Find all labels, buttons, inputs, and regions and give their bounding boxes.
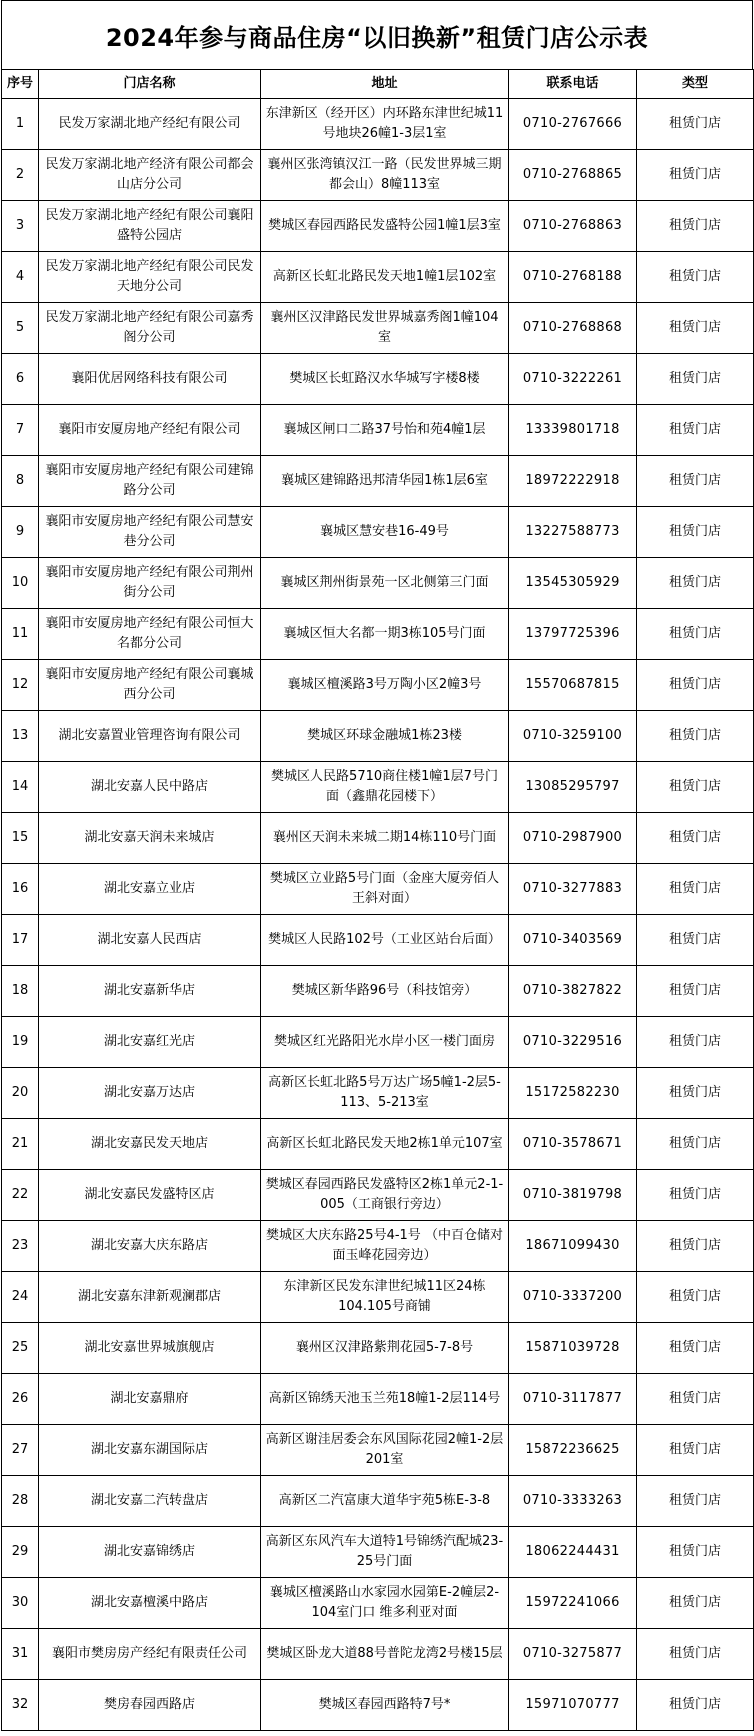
cell-address: 樊城区人民路5710商住楼1幢1层7号门面（鑫鼎花园楼下） [261, 762, 509, 813]
cell-type: 租赁门店 [637, 456, 754, 507]
cell-no: 31 [2, 1629, 39, 1680]
cell-type: 租赁门店 [637, 1374, 754, 1425]
cell-type: 租赁门店 [637, 354, 754, 405]
cell-type: 租赁门店 [637, 405, 754, 456]
cell-store-name: 襄阳市安厦房地产经纪有限公司建锦路分公司 [39, 456, 261, 507]
cell-no: 17 [2, 915, 39, 966]
cell-store-name: 襄阳市安厦房地产经纪有限公司荆州街分公司 [39, 558, 261, 609]
header-no: 序号 [2, 70, 39, 99]
cell-phone: 18062244431 [509, 1527, 637, 1578]
cell-phone: 15172582230 [509, 1068, 637, 1119]
table-row [2, 1527, 754, 1578]
cell-store-name: 襄阳市安厦房地产经纪有限公司襄城西分公司 [39, 660, 261, 711]
table-row [2, 456, 754, 507]
table-header [2, 70, 754, 99]
cell-no: 2 [2, 150, 39, 201]
cell-no: 28 [2, 1476, 39, 1527]
cell-no: 5 [2, 303, 39, 354]
table-row [2, 1578, 754, 1629]
table-row [2, 303, 754, 354]
cell-phone: 0710-3333263 [509, 1476, 637, 1527]
cell-address: 高新区长虹北路民发天地1幢1层102室 [261, 252, 509, 303]
cell-no: 9 [2, 507, 39, 558]
table-row [2, 1272, 754, 1323]
cell-address: 樊城区长虹路汉水华城写字楼8楼 [261, 354, 509, 405]
cell-phone: 0710-2768188 [509, 252, 637, 303]
cell-phone: 0710-3403569 [509, 915, 637, 966]
cell-phone: 0710-3229516 [509, 1017, 637, 1068]
cell-no: 32 [2, 1680, 39, 1731]
cell-address: 樊城区红光路阳光水岸小区一楼门面房 [261, 1017, 509, 1068]
cell-type: 租赁门店 [637, 1119, 754, 1170]
header-address: 地址 [261, 70, 509, 99]
cell-store-name: 湖北安嘉人民西店 [39, 915, 261, 966]
header-type: 类型 [637, 70, 754, 99]
cell-type: 租赁门店 [637, 660, 754, 711]
cell-type: 租赁门店 [637, 558, 754, 609]
cell-store-name: 湖北安嘉世界城旗舰店 [39, 1323, 261, 1374]
cell-address: 襄城区恒大名都一期3栋105号门面 [261, 609, 509, 660]
cell-phone: 13797725396 [509, 609, 637, 660]
cell-phone: 13339801718 [509, 405, 637, 456]
cell-no: 22 [2, 1170, 39, 1221]
cell-type: 租赁门店 [637, 1476, 754, 1527]
cell-store-name: 民发万家湖北地产经纪有限公司襄阳盛特公园店 [39, 201, 261, 252]
cell-no: 30 [2, 1578, 39, 1629]
cell-phone: 0710-3117877 [509, 1374, 637, 1425]
cell-store-name: 樊房春园西路店 [39, 1680, 261, 1731]
cell-no: 8 [2, 456, 39, 507]
cell-store-name: 湖北安嘉立业店 [39, 864, 261, 915]
cell-no: 26 [2, 1374, 39, 1425]
cell-address: 高新区谢洼居委会东风国际花园2幢1-2层201室 [261, 1425, 509, 1476]
cell-phone: 18972222918 [509, 456, 637, 507]
cell-address: 樊城区人民路102号（工业区站台后面） [261, 915, 509, 966]
cell-type: 租赁门店 [637, 1527, 754, 1578]
table-row [2, 150, 754, 201]
table-row [2, 1425, 754, 1476]
table-row [2, 1323, 754, 1374]
cell-type: 租赁门店 [637, 1425, 754, 1476]
cell-address: 襄城区檀溪路3号万陶小区2幢3号 [261, 660, 509, 711]
cell-type: 租赁门店 [637, 1323, 754, 1374]
cell-address: 襄州区天润未来城二期14栋110号门面 [261, 813, 509, 864]
cell-store-name: 湖北安嘉民发盛特区店 [39, 1170, 261, 1221]
cell-address: 襄州区汉津路民发世界城嘉秀阁1幢104室 [261, 303, 509, 354]
cell-phone: 0710-3275877 [509, 1629, 637, 1680]
cell-type: 租赁门店 [637, 507, 754, 558]
cell-no: 7 [2, 405, 39, 456]
table-row [2, 558, 754, 609]
cell-address: 东津新区民发东津世纪城11区24栋104.105号商铺 [261, 1272, 509, 1323]
cell-no: 20 [2, 1068, 39, 1119]
cell-store-name: 襄阳市樊房房产经纪有限责任公司 [39, 1629, 261, 1680]
cell-address: 樊城区春园西路民发盛特公园1幢1层3室 [261, 201, 509, 252]
cell-store-name: 襄阳市安厦房地产经纪有限公司慧安巷分公司 [39, 507, 261, 558]
cell-store-name: 湖北安嘉锦绣店 [39, 1527, 261, 1578]
cell-store-name: 湖北安嘉人民中路店 [39, 762, 261, 813]
cell-phone: 0710-2767666 [509, 99, 637, 150]
cell-store-name: 民发万家湖北地产经纪有限公司 [39, 99, 261, 150]
cell-phone: 0710-2768863 [509, 201, 637, 252]
cell-address: 东津新区（经开区）内环路东津世纪城11号地块26幢1-3层1室 [261, 99, 509, 150]
table-row [2, 813, 754, 864]
table-row [2, 201, 754, 252]
cell-no: 14 [2, 762, 39, 813]
table-row [2, 405, 754, 456]
table-row [2, 507, 754, 558]
cell-address: 樊城区春园西路民发盛特区2栋1单元2-1-005（工商银行旁边） [261, 1170, 509, 1221]
cell-phone: 0710-3222261 [509, 354, 637, 405]
cell-type: 租赁门店 [637, 915, 754, 966]
cell-type: 租赁门店 [637, 1578, 754, 1629]
cell-no: 3 [2, 201, 39, 252]
cell-phone: 0710-3827822 [509, 966, 637, 1017]
table-row [2, 1017, 754, 1068]
table-body [2, 99, 754, 1731]
cell-address: 樊城区新华路96号（科技馆旁） [261, 966, 509, 1017]
table-row [2, 1680, 754, 1731]
store-table [1, 69, 754, 1731]
cell-phone: 13227588773 [509, 507, 637, 558]
cell-no: 4 [2, 252, 39, 303]
cell-no: 21 [2, 1119, 39, 1170]
cell-store-name: 湖北安嘉万达店 [39, 1068, 261, 1119]
cell-type: 租赁门店 [637, 1629, 754, 1680]
cell-address: 高新区长虹北路5号万达广场5幢1-2层5-113、5-213室 [261, 1068, 509, 1119]
cell-address: 襄城区荆州街景苑一区北侧第三门面 [261, 558, 509, 609]
cell-address: 襄州区张湾镇汉江一路（民发世界城三期都会山）8幢113室 [261, 150, 509, 201]
cell-address: 襄城区建锦路迅邦清华园1栋1层6室 [261, 456, 509, 507]
cell-type: 租赁门店 [637, 966, 754, 1017]
table-row [2, 1221, 754, 1272]
cell-type: 租赁门店 [637, 813, 754, 864]
table-row [2, 711, 754, 762]
header-name: 门店名称 [39, 70, 261, 99]
cell-address: 高新区锦绣天池玉兰苑18幢1-2层114号 [261, 1374, 509, 1425]
cell-type: 租赁门店 [637, 711, 754, 762]
cell-type: 租赁门店 [637, 252, 754, 303]
cell-type: 租赁门店 [637, 1017, 754, 1068]
cell-store-name: 湖北安嘉二汽转盘店 [39, 1476, 261, 1527]
cell-no: 19 [2, 1017, 39, 1068]
cell-type: 租赁门店 [637, 864, 754, 915]
cell-store-name: 湖北安嘉鼎府 [39, 1374, 261, 1425]
table-row [2, 1476, 754, 1527]
table-row [2, 1170, 754, 1221]
cell-address: 樊城区春园西路特7号* [261, 1680, 509, 1731]
cell-phone: 0710-3277883 [509, 864, 637, 915]
cell-no: 13 [2, 711, 39, 762]
cell-phone: 0710-3578671 [509, 1119, 637, 1170]
cell-type: 租赁门店 [637, 609, 754, 660]
cell-no: 25 [2, 1323, 39, 1374]
cell-store-name: 襄阳市安厦房地产经纪有限公司 [39, 405, 261, 456]
table-row [2, 354, 754, 405]
cell-no: 11 [2, 609, 39, 660]
cell-store-name: 湖北安嘉天润未来城店 [39, 813, 261, 864]
table-row [2, 660, 754, 711]
cell-address: 襄城区慧安巷16-49号 [261, 507, 509, 558]
cell-store-name: 湖北安嘉大庆东路店 [39, 1221, 261, 1272]
cell-phone: 15872236625 [509, 1425, 637, 1476]
table-row [2, 1068, 754, 1119]
cell-store-name: 湖北安嘉红光店 [39, 1017, 261, 1068]
cell-type: 租赁门店 [637, 1680, 754, 1731]
table-row [2, 966, 754, 1017]
cell-phone: 13545305929 [509, 558, 637, 609]
cell-type: 租赁门店 [637, 1272, 754, 1323]
cell-phone: 0710-2768865 [509, 150, 637, 201]
cell-address: 襄城区闸口二路37号怡和苑4幢1层 [261, 405, 509, 456]
header-row [2, 70, 754, 99]
table-row [2, 1374, 754, 1425]
table-row [2, 252, 754, 303]
cell-phone: 15570687815 [509, 660, 637, 711]
cell-phone: 18671099430 [509, 1221, 637, 1272]
cell-store-name: 湖北安嘉东津新观澜郡店 [39, 1272, 261, 1323]
cell-no: 23 [2, 1221, 39, 1272]
cell-address: 樊城区大庆东路25号4-1号 （中百仓储对面玉峰花园旁边） [261, 1221, 509, 1272]
header-phone: 联系电话 [509, 70, 637, 99]
cell-phone: 0710-2768868 [509, 303, 637, 354]
cell-no: 18 [2, 966, 39, 1017]
cell-type: 租赁门店 [637, 1068, 754, 1119]
cell-address: 襄城区檀溪路山水家园水园第E-2幢层2-104室门口 维多利亚对面 [261, 1578, 509, 1629]
cell-no: 27 [2, 1425, 39, 1476]
cell-type: 租赁门店 [637, 201, 754, 252]
cell-store-name: 民发万家湖北地产经济有限公司都会山店分公司 [39, 150, 261, 201]
cell-no: 1 [2, 99, 39, 150]
cell-phone: 15972241066 [509, 1578, 637, 1629]
table-row [2, 1629, 754, 1680]
cell-type: 租赁门店 [637, 762, 754, 813]
cell-address: 樊城区环球金融城1栋23楼 [261, 711, 509, 762]
cell-address: 樊城区立业路5号门面（金座大厦旁佰人王斜对面） [261, 864, 509, 915]
table-row [2, 762, 754, 813]
cell-address: 襄州区汉津路紫荆花园5-7-8号 [261, 1323, 509, 1374]
cell-type: 租赁门店 [637, 99, 754, 150]
cell-type: 租赁门店 [637, 303, 754, 354]
cell-phone: 0710-3337200 [509, 1272, 637, 1323]
cell-store-name: 湖北安嘉檀溪中路店 [39, 1578, 261, 1629]
cell-store-name: 湖北安嘉东湖国际店 [39, 1425, 261, 1476]
cell-phone: 0710-3259100 [509, 711, 637, 762]
table-row [2, 915, 754, 966]
cell-no: 16 [2, 864, 39, 915]
cell-no: 10 [2, 558, 39, 609]
sheet-title: 2024年参与商品住房“以旧换新”租赁门店公示表 [1, 0, 753, 69]
cell-store-name: 民发万家湖北地产经纪有限公司嘉秀阁分公司 [39, 303, 261, 354]
cell-phone: 15871039728 [509, 1323, 637, 1374]
cell-store-name: 襄阳市安厦房地产经纪有限公司恒大名都分公司 [39, 609, 261, 660]
cell-type: 租赁门店 [637, 1221, 754, 1272]
cell-address: 高新区二汽富康大道华宇苑5栋E-3-8 [261, 1476, 509, 1527]
cell-no: 12 [2, 660, 39, 711]
cell-address: 樊城区卧龙大道88号普陀龙湾2号楼15层 [261, 1629, 509, 1680]
cell-no: 15 [2, 813, 39, 864]
cell-address: 高新区长虹北路民发天地2栋1单元107室 [261, 1119, 509, 1170]
cell-no: 6 [2, 354, 39, 405]
cell-store-name: 湖北安嘉新华店 [39, 966, 261, 1017]
table-row [2, 99, 754, 150]
cell-phone: 15971070777 [509, 1680, 637, 1731]
cell-phone: 0710-3819798 [509, 1170, 637, 1221]
table-row [2, 864, 754, 915]
cell-no: 29 [2, 1527, 39, 1578]
cell-store-name: 襄阳优居网络科技有限公司 [39, 354, 261, 405]
table-row [2, 609, 754, 660]
cell-no: 24 [2, 1272, 39, 1323]
cell-address: 高新区东风汽车大道特1号锦绣汽配城23-25号门面 [261, 1527, 509, 1578]
table-row [2, 1119, 754, 1170]
cell-phone: 0710-2987900 [509, 813, 637, 864]
cell-type: 租赁门店 [637, 1170, 754, 1221]
cell-phone: 13085295797 [509, 762, 637, 813]
cell-store-name: 民发万家湖北地产经纪有限公司民发天地分公司 [39, 252, 261, 303]
cell-store-name: 湖北安嘉民发天地店 [39, 1119, 261, 1170]
cell-type: 租赁门店 [637, 150, 754, 201]
cell-store-name: 湖北安嘉置业管理咨询有限公司 [39, 711, 261, 762]
